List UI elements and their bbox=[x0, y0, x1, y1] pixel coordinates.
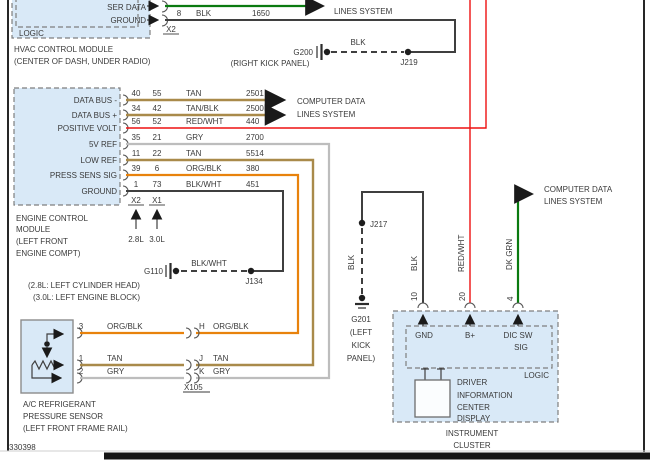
sensor-conn-color: GRY bbox=[213, 367, 231, 376]
x105-label: X105 bbox=[184, 383, 203, 392]
ecm-pin-b: 73 bbox=[152, 180, 162, 189]
x105-arc bbox=[186, 373, 191, 383]
ecm-pin-label: LOW REF bbox=[80, 156, 117, 165]
ecm-pin-label: DATA BUS - bbox=[73, 96, 117, 105]
g200-label: G200 bbox=[293, 48, 313, 57]
sensor-pin: 3 bbox=[78, 322, 84, 331]
ecm-pin-b: 6 bbox=[154, 164, 160, 173]
ecm-pin-a: 40 bbox=[131, 89, 141, 98]
display-label-2: INFORMATION bbox=[457, 391, 513, 400]
cluster-entry-arc bbox=[513, 303, 523, 308]
connector-x105 bbox=[183, 328, 210, 392]
ecm-wire-circuit: 2500 bbox=[246, 104, 264, 113]
wire-cluster-blk bbox=[362, 192, 423, 303]
sensor-conn-pin: H bbox=[199, 322, 205, 331]
g200-location: (RIGHT KICK PANEL) bbox=[230, 59, 310, 68]
cluster-dic-wire-color: DK GRN bbox=[505, 238, 514, 270]
ecm-name-2: MODULE bbox=[16, 225, 51, 234]
sensor-row-annotations bbox=[79, 322, 249, 376]
sensor-name-3: (LEFT FRONT FRAME RAIL) bbox=[23, 424, 128, 433]
x105-arc bbox=[186, 328, 191, 338]
splice-j217-label: J217 bbox=[370, 220, 388, 229]
frame-bottom-bar bbox=[104, 453, 650, 460]
display-label-4: DISPLAY bbox=[457, 414, 491, 423]
cluster-dest-line1: COMPUTER DATA bbox=[544, 185, 613, 194]
ecm-pin-label: 5V REF bbox=[88, 140, 117, 149]
cluster-b+-wire-color: RED/WHT bbox=[457, 234, 466, 272]
hvac-pin-ser-data: SER DATA bbox=[107, 3, 146, 12]
cluster-name-1: INSTRUMENT bbox=[445, 429, 499, 438]
hvac-logic-label: LOGIC bbox=[19, 29, 44, 38]
cluster-pin-gnd-label: GND bbox=[415, 331, 433, 340]
ecm-pin-b: 22 bbox=[152, 149, 162, 158]
ecm-pin-label: POSITIVE VOLT bbox=[57, 124, 117, 133]
sensor-pin: 1 bbox=[78, 354, 84, 363]
g110-label: G110 bbox=[144, 267, 163, 276]
ecm-pin-a: 11 bbox=[131, 149, 141, 158]
wire-blk-1650-circuit: 1650 bbox=[252, 9, 270, 18]
ecm-wire-color: GRY bbox=[186, 133, 204, 142]
wire-g201-color: BLK bbox=[347, 254, 356, 270]
ecm-pin-label: GROUND bbox=[81, 187, 117, 196]
g201-symbol-dot bbox=[359, 295, 365, 301]
wire-cluster-dkgrn bbox=[518, 194, 530, 303]
g201-location-1: (LEFT bbox=[349, 328, 373, 337]
dic-display-box bbox=[415, 380, 450, 417]
ecm-name-4: ENGINE COMPT) bbox=[16, 249, 81, 258]
sensor-name-1: A/C REFRIGERANT bbox=[23, 400, 96, 409]
ecm-wire-circuit: 2501 bbox=[246, 89, 264, 98]
hvac-module-name-2: (CENTER OF DASH, UNDER RADIO) bbox=[14, 57, 151, 66]
ser-data-dest-label: LINES SYSTEM bbox=[334, 7, 393, 16]
ecm-wire-circuit: 380 bbox=[246, 164, 260, 173]
cluster-pin-number-10: 10 bbox=[410, 292, 419, 301]
diagram-id: 330398 bbox=[9, 443, 36, 452]
g110-symbol-dot bbox=[173, 268, 179, 274]
g201-location-3: PANEL) bbox=[346, 354, 376, 363]
ecm-wire-color: TAN bbox=[186, 89, 202, 98]
ecm-pin-a: 39 bbox=[131, 164, 141, 173]
wire-g110-color: BLK/WHT bbox=[191, 259, 227, 268]
pressure-sensor bbox=[21, 320, 128, 433]
sensor-conn-color: ORG/BLK bbox=[213, 322, 249, 331]
ecm-pin-a: 34 bbox=[131, 104, 141, 113]
splice-j134-label: J134 bbox=[245, 277, 263, 286]
splice-j219-label: J219 bbox=[400, 58, 418, 67]
g201-label: G201 bbox=[351, 315, 371, 324]
potentiometer-wiper-dot bbox=[44, 341, 50, 347]
ground-g110 bbox=[28, 259, 263, 302]
cluster-gnd-wire-color: BLK bbox=[410, 255, 419, 271]
ecm-pin-b: 21 bbox=[152, 133, 162, 142]
sensor-conn-color: TAN bbox=[213, 354, 229, 363]
ecm-pin-label: DATA BUS + bbox=[71, 111, 117, 120]
cluster-dest-line2: LINES SYSTEM bbox=[544, 197, 603, 206]
ecm-pin-a: 35 bbox=[131, 133, 141, 142]
wire-blk-1650-color: BLK bbox=[196, 9, 212, 18]
g110-note-1: (2.8L: LEFT CYLINDER HEAD) bbox=[28, 281, 140, 290]
hvac-module-name-1: HVAC CONTROL MODULE bbox=[14, 45, 114, 54]
ecm-pin-label: PRESS SENS SIG bbox=[49, 171, 117, 180]
g200-symbol-dot bbox=[324, 49, 330, 55]
ecm-connector-b: X1 bbox=[152, 196, 162, 205]
ecm-wire-color: RED/WHT bbox=[186, 117, 224, 126]
sensor-wire-color: ORG/BLK bbox=[107, 322, 143, 331]
cluster-pin-b+-label: B+ bbox=[464, 331, 476, 340]
ecm-module bbox=[14, 88, 128, 205]
instrument-cluster bbox=[393, 303, 558, 450]
splice-j217-dot bbox=[359, 220, 365, 226]
cluster-entry-arc bbox=[418, 303, 428, 308]
cluster-pin-number-20: 20 bbox=[458, 292, 467, 301]
ecm-wire-circuit: 440 bbox=[246, 117, 260, 126]
wire-g200-color: BLK bbox=[350, 38, 366, 47]
g201-location-2: KICK bbox=[351, 341, 371, 350]
sensor-pin: 2 bbox=[78, 367, 84, 376]
variant-30l-label: 3.0L bbox=[149, 235, 165, 244]
g110-note-2: (3.0L: LEFT ENGINE BLOCK) bbox=[33, 293, 140, 302]
pressure-sensor-box bbox=[21, 320, 73, 393]
sensor-name-2: PRESSURE SENSOR bbox=[23, 412, 104, 421]
ecm-wire-circuit: 451 bbox=[246, 180, 260, 189]
splice-j219-dot bbox=[405, 49, 411, 55]
variant-28l-label: 2.8L bbox=[128, 235, 144, 244]
sensor-conn-pin: K bbox=[199, 367, 205, 376]
hvac-pin-ground: GROUND bbox=[110, 16, 146, 25]
cluster-entry-arc bbox=[465, 303, 475, 308]
cluster-pin-dic-label-2: SIG bbox=[514, 343, 528, 352]
ecm-wire-circuit: 2700 bbox=[246, 133, 264, 142]
display-label-3: CENTER bbox=[457, 403, 490, 412]
ecm-wire-color: TAN/BLK bbox=[186, 104, 219, 113]
cluster-pin-dic-label-1: DIC SW bbox=[503, 331, 533, 340]
ecm-connector-variants bbox=[128, 196, 165, 244]
ecm-wire-circuit: 5514 bbox=[246, 149, 264, 158]
ground-g200 bbox=[231, 38, 419, 68]
cluster-name-2: CLUSTER bbox=[453, 441, 491, 450]
hvac-connector-label: X2 bbox=[166, 25, 176, 34]
ecm-connector-a: X2 bbox=[131, 196, 141, 205]
splice-j134-dot bbox=[248, 268, 254, 274]
ecm-pin-b: 42 bbox=[152, 104, 162, 113]
ecm-pin-b: 55 bbox=[152, 89, 162, 98]
ecm-pin-b: 52 bbox=[152, 117, 162, 126]
hvac-module bbox=[12, 0, 179, 66]
wire-blk-1650-pin: 8 bbox=[176, 9, 182, 18]
sensor-wire-color: GRY bbox=[107, 367, 125, 376]
ecm-pin-a: 56 bbox=[131, 117, 141, 126]
ecm-wire-color: TAN bbox=[186, 149, 202, 158]
sensor-conn-pin: J bbox=[199, 354, 203, 363]
ecm-dest-line1: COMPUTER DATA bbox=[297, 97, 366, 106]
ecm-name-3: (LEFT FRONT bbox=[16, 237, 68, 246]
ecm-dest-line2: LINES SYSTEM bbox=[297, 110, 356, 119]
x105-arc bbox=[186, 360, 191, 370]
cluster-logic-label: LOGIC bbox=[524, 371, 549, 380]
sensor-wire-color: TAN bbox=[107, 354, 123, 363]
ecm-wire-color: ORG/BLK bbox=[186, 164, 222, 173]
display-label-1: DRIVER bbox=[457, 378, 488, 387]
cluster-pin-number-4: 4 bbox=[506, 296, 515, 301]
ecm-pin-a: 1 bbox=[133, 180, 139, 189]
ecm-name-1: ENGINE CONTROL bbox=[16, 214, 89, 223]
ecm-wire-color: BLK/WHT bbox=[186, 180, 222, 189]
